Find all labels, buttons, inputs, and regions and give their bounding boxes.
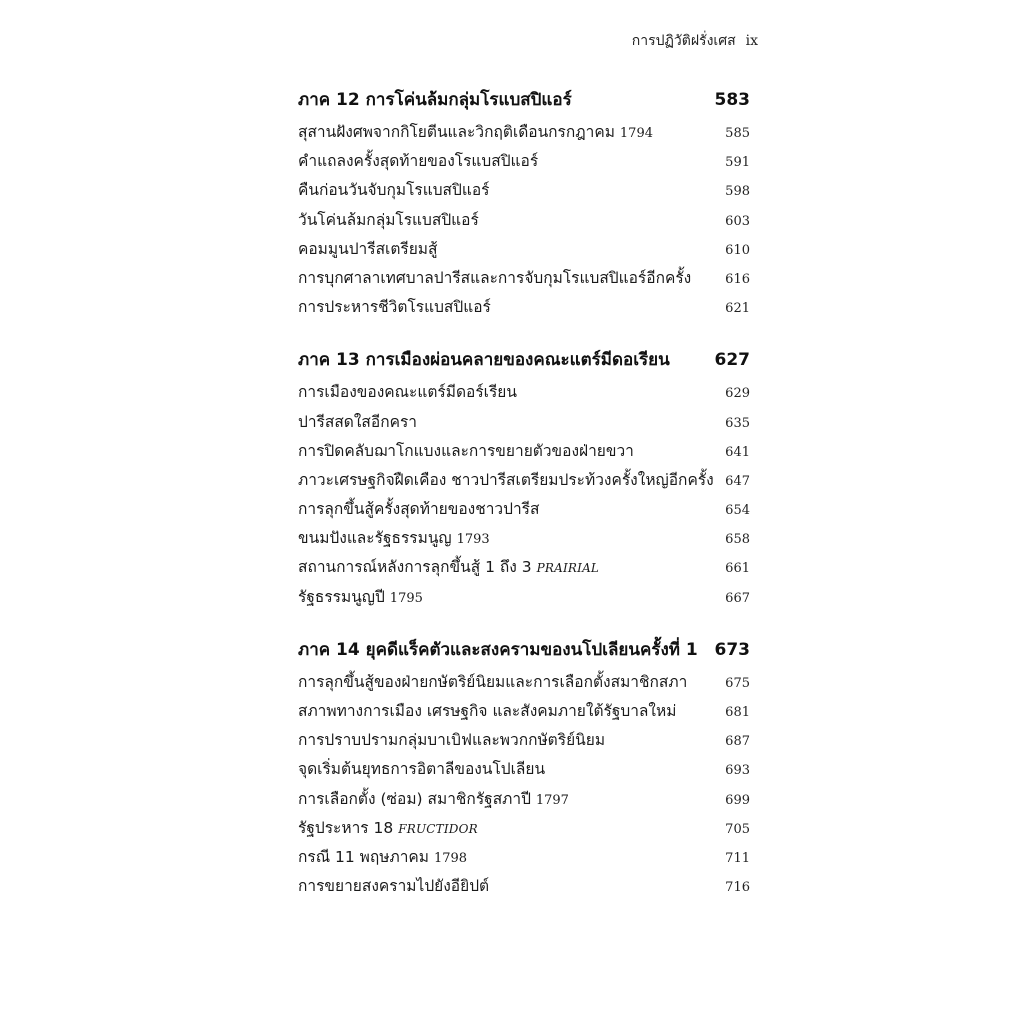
entry-page-number: 687 [725,734,750,750]
toc-entry [298,206,750,235]
entry-title-text: คำแถลงครั้งสุดท้ายของโรแบสปิแอร์ [298,152,539,171]
entry-title-text: สุสานฝังศพจากกิโยตีนและวิกฤติเดือนกรกฎาคม [298,123,615,141]
entry-title [298,176,489,205]
entry-title-text: การประหารชีวิตโรแบสปิแอร์ [298,298,491,317]
entry-page-number: 654 [725,503,750,519]
entry-title [298,293,491,322]
entry-page-number: 591 [725,155,750,171]
entry-page-number: 711 [725,850,750,866]
entry-title-suffix: 1795 [389,590,423,606]
entry-page-number: 616 [725,271,750,287]
entry-title-text: รัฐธรรมนูญปี [298,587,385,606]
entry-title-text: การเลือกตั้ง (ซ่อม) สมาชิกรัฐสภาปี [298,789,531,808]
entry-title-text: การขยายสงครามไปยังอียิปต์ [298,877,490,896]
entry-title-suffix: PRAIRIAL [536,561,600,576]
entry-title-suffix: FRUCTIDOR [398,821,478,836]
part-heading [298,342,750,378]
entry-title [298,235,438,264]
part-page-number: 627 [714,350,750,371]
part-title: ภาค 14 ยุคดีแร็คตัวและสงครามของนโปเลียนครั้งที่ 1 [298,639,698,660]
toc-entry [298,583,750,612]
toc-entry [298,495,750,524]
entry-title [298,378,517,407]
entry-page-number: 598 [725,184,750,200]
entry-title-text: ปารีสสดใสอีกครา [298,412,417,431]
entry-title [298,814,478,844]
entry-page-number: 647 [725,473,750,489]
entry-title [298,437,634,466]
entry-title [298,785,569,815]
entry-title [298,524,490,554]
entry-page-number: 641 [725,444,750,460]
toc-entry [298,697,750,726]
entry-title-suffix: 1798 [433,850,468,866]
entry-title [298,583,423,613]
toc-entry [298,147,750,176]
entry-title [298,147,538,176]
entry-title-text: การบุกศาลาเทศบาลปารีสและการจับกุมโรแบสปิแอร์อีกครั้ง [298,268,692,287]
entry-title [298,553,599,583]
toc-entry [298,668,750,697]
entry-title [298,466,714,495]
part-title: ภาค 12 การโค่นล้มกลุ่มโรแบสปิแอร์ [298,90,572,110]
entry-page-number: 667 [725,590,750,606]
toc-entry [298,118,750,147]
toc-entry [298,843,750,872]
entry-title [298,408,417,437]
toc-entry [298,814,750,843]
entry-title-suffix: 1797 [535,792,569,808]
part-heading [298,632,750,668]
entry-title-suffix: 1793 [456,532,490,548]
entry-page-number: 610 [725,242,750,258]
entry-title-text: สถานการณ์หลังการลุกขึ้นสู้ 1 ถึง 3 [298,558,532,577]
toc-entry [298,293,750,322]
toc-entry [298,726,750,755]
entry-page-number: 603 [725,213,750,229]
toc-entry [298,466,750,495]
toc-entry [298,785,750,814]
entry-page-number: 585 [725,126,750,141]
toc-entry [298,524,750,553]
part-page-number: 673 [714,639,750,660]
running-header [632,30,758,52]
entry-title [298,264,691,293]
part-page-number: 583 [714,90,750,110]
entry-title-text: การปราบปรามกลุ่มบาเบิฟและพวกกษัตริย์นิยม [298,731,606,750]
toc-entry [298,553,750,582]
toc-entry [298,437,750,466]
toc-entry [298,176,750,205]
entry-title-text: คอมมูนปารีสเตรียมสู้ [298,239,438,258]
entry-page-number: 693 [725,763,750,779]
entry-title-text: การลุกขึ้นสู้ครั้งสุดท้ายของชาวปารีส [298,500,540,519]
toc-entry [298,755,750,784]
entry-title [298,668,687,697]
entry-page-number: 716 [725,880,750,896]
entry-page-number: 658 [725,532,750,548]
entry-title-text: การเมืองของคณะแตร์มีดอร์เรียน [298,383,517,402]
toc-entry [298,408,750,437]
entry-title-text: ขนมปังและรัฐธรรมนูญ [298,529,452,548]
toc-entry [298,264,750,293]
toc-part [298,342,750,612]
entry-title [298,697,676,726]
entry-title-text: จุดเริ่มต้นยุทธการอิตาลีของนโปเลียน [298,760,546,779]
entry-title [298,843,467,873]
entry-title [298,206,479,235]
entry-page-number: 681 [725,705,750,720]
part-heading [298,82,750,118]
toc-part [298,632,750,902]
entry-title-text: สภาพทางการเมือง เศรษฐกิจ และสังคมภายใต้รัฐบาลใหม่ [298,702,677,720]
running-header-title: การปฏิวัติฝรั่งเศส [631,33,736,49]
entry-title [298,495,539,524]
entry-title-text: รัฐประหาร 18 [298,818,394,837]
entry-title [298,726,605,755]
entry-page-number: 705 [725,821,750,837]
toc-entry [298,378,750,407]
toc-entry [298,872,750,901]
entry-title-text: วันโค่นล้มกลุ่มโรแบสปิแอร์ [298,210,479,229]
running-header-page-number: ix [745,33,758,49]
table-of-contents [298,82,750,921]
entry-title-text: คืนก่อนวันจับกุมโรแบสปิแอร์ [298,181,490,200]
toc-part [298,82,750,322]
entry-title-text: การลุกขึ้นสู้ของฝ่ายกษัตริย์นิยมและการเลือกตั้งสมาชิกสภา [298,672,688,691]
entry-title-text: ภาวะเศรษฐกิจฝืดเคือง ชาวปารีสเตรียมประท้วงครั้งใหญ่อีกครั้ง [298,470,714,489]
toc-entry [298,235,750,264]
entry-title-text: การปิดคลับฌาโกแบงและการขยายตัวของฝ่ายขวา [298,441,634,460]
entry-title-suffix: 1794 [619,126,653,141]
entry-title-text: กรณี 11 พฤษภาคม [298,847,429,866]
entry-page-number: 699 [725,792,750,808]
entry-page-number: 675 [725,675,750,691]
part-title: ภาค 13 การเมืองผ่อนคลายของคณะแตร์มีดอเรียน [298,350,670,371]
entry-page-number: 661 [725,561,750,577]
entry-page-number: 621 [725,301,750,317]
entry-title [298,755,545,784]
entry-title [298,872,489,901]
entry-page-number: 629 [725,386,750,402]
entry-page-number: 635 [725,415,750,431]
entry-title [298,118,653,148]
